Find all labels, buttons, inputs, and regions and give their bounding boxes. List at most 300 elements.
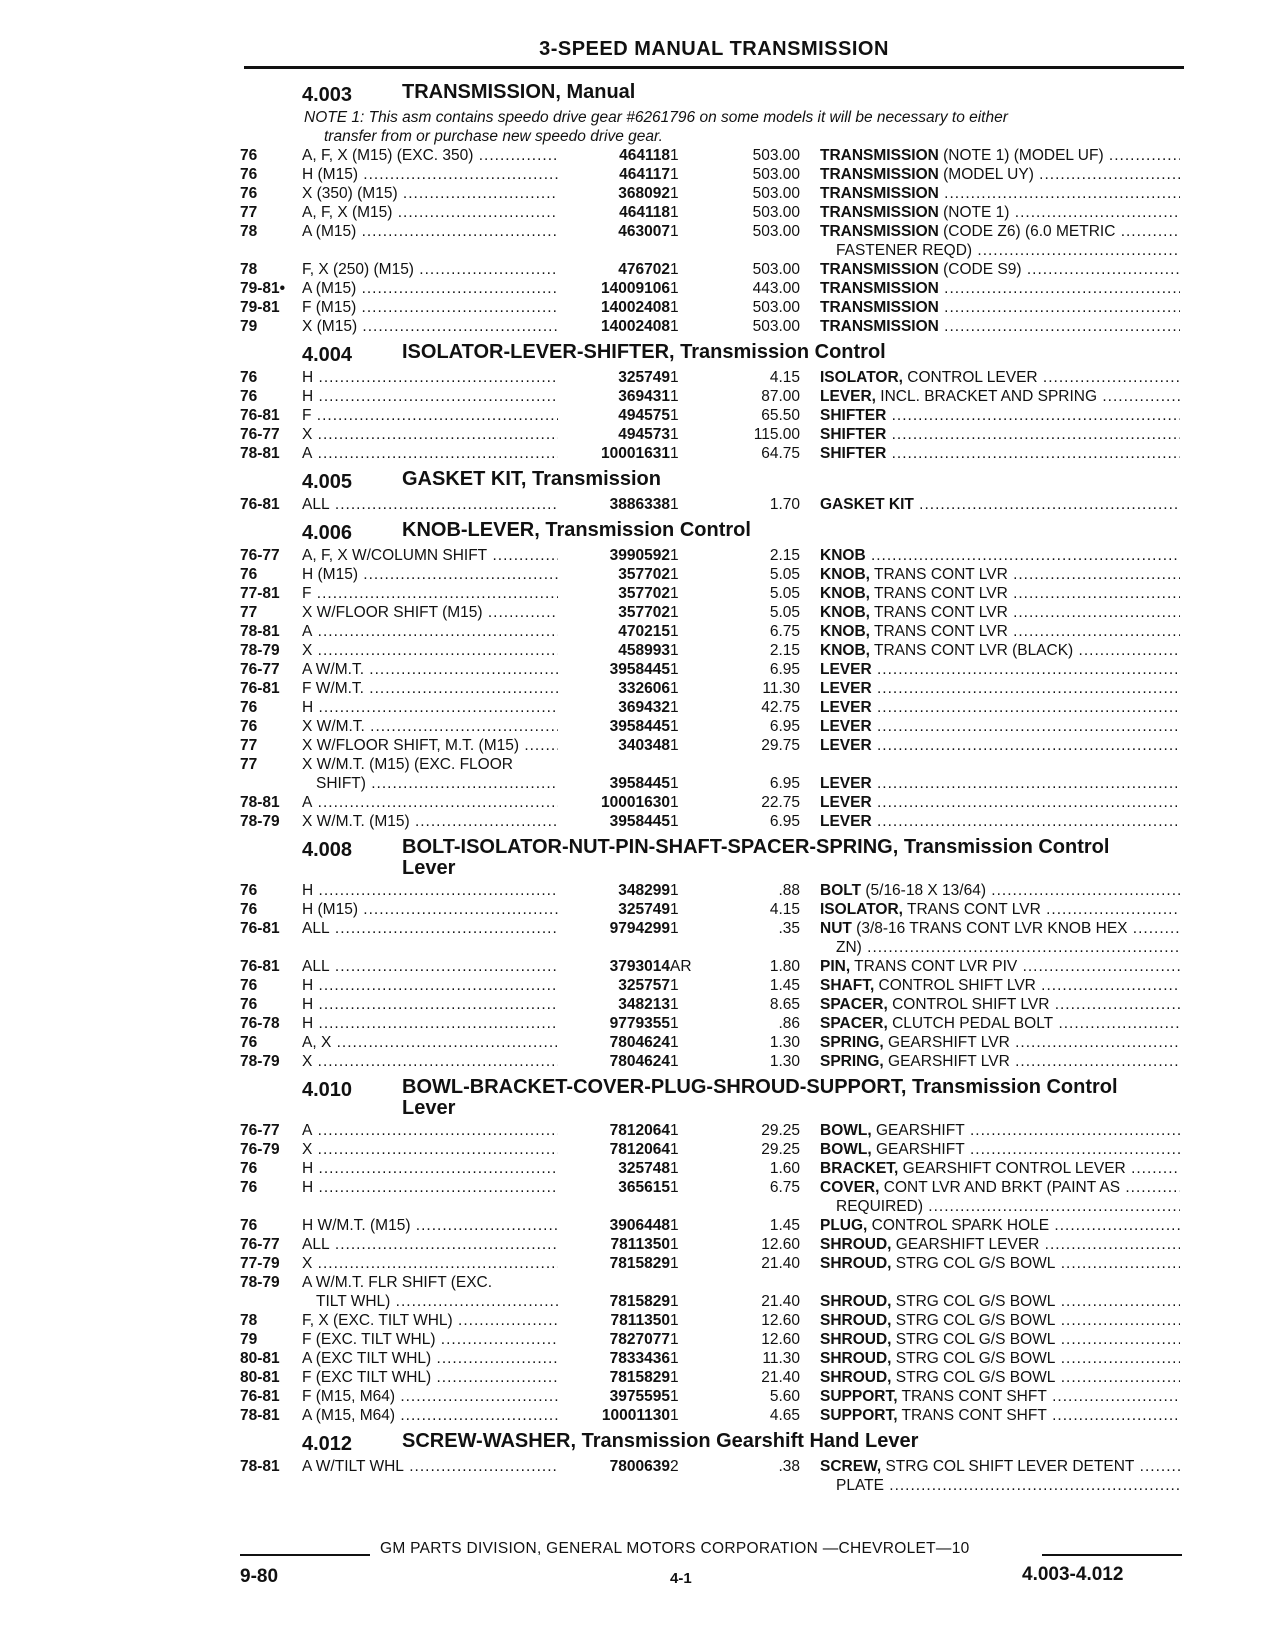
row-description <box>820 660 1180 679</box>
section-heading <box>240 835 1190 881</box>
row-year: 76-79 <box>240 1141 280 1158</box>
table-row <box>240 444 1190 463</box>
row-part-number: 3958445 <box>558 717 670 736</box>
row-application: A W/TILT WHL ..... <box>302 1457 570 1476</box>
row-quantity: 1 <box>670 1293 679 1310</box>
row-quantity: 1 <box>670 1312 679 1329</box>
table-row <box>240 1311 1190 1330</box>
row-price: 29.25 <box>761 1122 800 1139</box>
section-heading <box>240 1429 1190 1457</box>
row-price: 1.60 <box>769 1160 800 1177</box>
section-title: KNOB-LEVER, Transmission Control <box>402 519 751 541</box>
row-application: ALL ..... <box>302 495 570 514</box>
row-description <box>820 995 1180 1014</box>
row-quantity: 1 <box>670 566 679 583</box>
table-row <box>240 1330 1190 1349</box>
row-price: 6.75 <box>769 623 800 640</box>
row-description <box>820 425 1180 444</box>
table-row <box>240 1406 1190 1425</box>
row-price: 1.45 <box>769 1217 800 1234</box>
footer-page-number: 4-1 <box>670 1570 692 1587</box>
row-description <box>820 387 1180 406</box>
row-year: 78-79 <box>240 1053 280 1070</box>
row-application: A ..... <box>302 793 570 812</box>
section-heading <box>240 340 1190 368</box>
table-row <box>240 679 1190 698</box>
row-quantity: 1 <box>670 388 679 405</box>
row-price: 11.30 <box>762 1350 800 1367</box>
row-year: 78 <box>240 261 258 278</box>
row-description-detail: GEARSHIFT LVR <box>883 1034 1010 1051</box>
row-description-name: BOLT <box>820 882 862 899</box>
row-description-name: KNOB, <box>820 642 870 659</box>
row-description-name: TRANSMISSION <box>820 166 939 183</box>
row-part-number: 494575 <box>558 406 670 425</box>
row-price: 4.65 <box>769 1407 800 1424</box>
row-part-number: 7833436 <box>558 1349 670 1368</box>
table-row <box>240 1140 1190 1159</box>
row-application: H ..... <box>302 1178 570 1197</box>
row-price: 64.75 <box>761 445 800 462</box>
row-part-number: 470215 <box>558 622 670 641</box>
section-number: 4.006 <box>302 522 353 544</box>
row-price: 443.00 <box>752 280 800 297</box>
row-part-number: 7804624 <box>558 1033 670 1052</box>
row-description-name: KNOB, <box>820 604 870 621</box>
row-description-detail: GEARSHIFT <box>871 1122 965 1139</box>
row-description <box>820 584 1180 603</box>
row-description-name: PLUG, <box>820 1217 868 1234</box>
row-description-name: SHROUD, <box>820 1369 892 1386</box>
row-description-continued: PLATE ..... <box>836 1476 1180 1495</box>
section-title: GASKET KIT, Transmission <box>402 468 661 490</box>
section-heading <box>240 80 1190 108</box>
row-year: 78 <box>240 223 258 240</box>
row-application: X W/M.T. ..... <box>302 717 570 736</box>
row-price: 503.00 <box>752 204 800 221</box>
row-price: 12.60 <box>761 1236 800 1253</box>
row-year: 76-77 <box>240 661 280 678</box>
row-description <box>820 919 1180 938</box>
row-part-number: 348213 <box>558 995 670 1014</box>
row-year: 76 <box>240 1217 258 1234</box>
table-row <box>240 1121 1190 1140</box>
row-part-number: 476702 <box>558 260 670 279</box>
row-quantity: 1 <box>670 1369 679 1386</box>
row-year: 76-81 <box>240 496 280 513</box>
table-row <box>240 900 1190 919</box>
row-price: 2.15 <box>769 547 800 564</box>
row-application: A, F, X (M15) (EXC. 350) ..... <box>302 146 570 165</box>
row-description-name: COVER, <box>820 1179 880 1196</box>
table-row <box>240 1457 1190 1476</box>
row-quantity: 1 <box>670 699 679 716</box>
row-description <box>820 1292 1180 1311</box>
page-header: 3-SPEED MANUAL TRANSMISSION <box>539 38 889 60</box>
row-part-number: 3906448 <box>558 1216 670 1235</box>
section-number: 4.003 <box>302 84 353 106</box>
row-year: 77 <box>240 756 258 773</box>
row-price: 1.30 <box>769 1053 800 1070</box>
row-description-detail: TRANS CONT LVR <box>902 901 1041 918</box>
table-row <box>240 317 1190 336</box>
row-part-number: 7811350 <box>558 1311 670 1330</box>
row-part-number: 357702 <box>558 584 670 603</box>
row-description-detail: (NOTE 1) <box>938 204 1010 221</box>
row-year: 76-81 <box>240 407 280 424</box>
row-year: 76 <box>240 369 258 386</box>
row-description-detail: (NOTE 1) (MODEL UF) <box>938 147 1104 164</box>
row-description-continued: ZN) ..... <box>836 938 1180 957</box>
row-continuation <box>240 241 1190 260</box>
note-line: NOTE 1: This asm contains speedo drive gear #6261796 on some models it will be necessary to either <box>304 109 1008 126</box>
row-application: H ..... <box>302 387 570 406</box>
row-description-detail: TRANS CONT LVR <box>869 566 1008 583</box>
row-application: TILT WHL) ..... <box>302 1292 570 1311</box>
row-application: X ..... <box>302 1140 570 1159</box>
row-description <box>820 298 1180 317</box>
row-year: 76 <box>240 185 258 202</box>
row-application: H ..... <box>302 1159 570 1178</box>
section-heading <box>240 1075 1190 1121</box>
row-description-continued: REQUIRED) ..... <box>836 1197 1180 1216</box>
row-description-detail: TRANS CONT LVR <box>869 623 1008 640</box>
row-year: 77 <box>240 737 258 754</box>
table-row <box>240 279 1190 298</box>
row-description <box>820 603 1180 622</box>
table-row <box>240 736 1190 755</box>
table-row <box>240 793 1190 812</box>
row-application: A, F, X W/COLUMN SHIFT ..... <box>302 546 570 565</box>
row-description-name: SHAFT, <box>820 977 875 994</box>
row-description <box>820 222 1180 241</box>
row-part-number: 3990592 <box>558 546 670 565</box>
row-year: 77-79 <box>240 1255 280 1272</box>
row-application: X ..... <box>302 1254 570 1273</box>
footer-date: 9-80 <box>240 1566 279 1587</box>
row-part-number: 325748 <box>558 1159 670 1178</box>
row-year: 77 <box>240 604 258 621</box>
row-description-detail: CLUTCH PEDAL BOLT <box>887 1015 1054 1032</box>
row-price: 65.50 <box>761 407 800 424</box>
row-quantity: 1 <box>670 185 679 202</box>
row-quantity: 1 <box>670 996 679 1013</box>
section-title: TRANSMISSION, Manual <box>402 81 636 103</box>
row-description <box>820 165 1180 184</box>
row-description <box>820 641 1180 660</box>
table-row <box>240 1216 1190 1235</box>
row-quantity: 1 <box>670 737 679 754</box>
table-row <box>240 995 1190 1014</box>
row-quantity: 1 <box>670 1350 679 1367</box>
row-application: F (M15, M64) ..... <box>302 1387 570 1406</box>
row-price: 22.75 <box>761 794 800 811</box>
row-description-name: SCREW, <box>820 1458 882 1475</box>
row-application: H ..... <box>302 976 570 995</box>
note-line: transfer from or purchase new speedo drive gear. <box>324 128 663 145</box>
row-description <box>820 495 1180 514</box>
row-description-detail: CONTROL LEVER <box>902 369 1038 386</box>
row-part-number: 3793014 <box>558 957 670 976</box>
row-quantity: 1 <box>670 1331 679 1348</box>
row-description-detail: STRG COL G/S BOWL <box>891 1350 1056 1367</box>
row-part-number: 369432 <box>558 698 670 717</box>
row-price: 5.05 <box>769 585 800 602</box>
row-year: 79-81• <box>240 280 286 297</box>
row-description <box>820 717 1180 736</box>
row-description-name: SPACER, <box>820 996 888 1013</box>
row-description-name: LEVER <box>820 813 872 830</box>
row-part-number: 7800639 <box>558 1457 670 1476</box>
row-description <box>820 881 1180 900</box>
row-year: 76 <box>240 901 258 918</box>
row-description-detail: STRG COL SHIFT LEVER DETENT <box>881 1458 1135 1475</box>
row-description <box>820 1014 1180 1033</box>
row-application: A (M15) ..... <box>302 279 570 298</box>
row-quantity: 1 <box>670 1179 679 1196</box>
row-part-number: 14009106 <box>558 279 670 298</box>
row-price: 6.95 <box>769 813 800 830</box>
row-quantity: 1 <box>670 1053 679 1070</box>
row-description <box>820 1235 1180 1254</box>
row-year: 78-79 <box>240 813 280 830</box>
row-price: 21.40 <box>761 1255 800 1272</box>
row-continuation <box>240 1476 1190 1495</box>
row-quantity: 1 <box>670 920 679 937</box>
row-quantity: 1 <box>670 223 679 240</box>
row-part-number: 7812064 <box>558 1140 670 1159</box>
row-application: H (M15) ..... <box>302 900 570 919</box>
row-year: 80-81 <box>240 1369 280 1386</box>
table-row <box>240 881 1190 900</box>
row-application: H (M15) ..... <box>302 565 570 584</box>
row-part-number: 357702 <box>558 603 670 622</box>
row-quantity: 1 <box>670 1388 679 1405</box>
row-year: 76-77 <box>240 1236 280 1253</box>
row-description <box>820 260 1180 279</box>
row-description-name: TRANSMISSION <box>820 223 939 240</box>
row-quantity: 1 <box>670 147 679 164</box>
row-price: 5.60 <box>769 1388 800 1405</box>
row-description-name: LEVER <box>820 680 872 697</box>
row-description-continued: FASTENER REQD) ..... <box>836 241 1180 260</box>
row-description <box>820 900 1180 919</box>
row-description-detail: STRG COL G/S BOWL <box>891 1312 1056 1329</box>
row-description-name: NUT <box>820 920 852 937</box>
row-part-number: 10001630 <box>558 793 670 812</box>
row-price: 29.75 <box>761 737 800 754</box>
row-quantity: 1 <box>670 1255 679 1272</box>
row-application: F W/M.T. ..... <box>302 679 570 698</box>
section-title: BOLT-ISOLATOR-NUT-PIN-SHAFT-SPACER-SPRING, Transmission Control Lever <box>402 836 1110 879</box>
row-application: A ..... <box>302 444 570 463</box>
row-quantity: 1 <box>670 813 679 830</box>
row-part-number: 3886338 <box>558 495 670 514</box>
footer-rule-left <box>240 1554 370 1556</box>
row-application: F (EXC. TILT WHL) ..... <box>302 1330 570 1349</box>
row-description-detail: CONTROL SHIFT LVR <box>874 977 1036 994</box>
row-price: 1.70 <box>769 496 800 513</box>
row-part-number: 332606 <box>558 679 670 698</box>
row-part-number: 9794299 <box>558 919 670 938</box>
table-row <box>240 660 1190 679</box>
row-description-detail: INCL. BRACKET AND SPRING <box>875 388 1098 405</box>
row-description-detail: CONTROL SPARK HOLE <box>867 1217 1050 1234</box>
row-price: 4.15 <box>769 369 800 386</box>
row-application: X W/FLOOR SHIFT, M.T. (M15) ..... <box>302 736 570 755</box>
row-price: .38 <box>778 1458 800 1475</box>
table-row <box>240 1368 1190 1387</box>
table-row <box>240 184 1190 203</box>
row-description-name: LEVER <box>820 737 872 754</box>
row-application: H ..... <box>302 1014 570 1033</box>
row-description-name: TRANSMISSION <box>820 147 939 164</box>
row-application: H ..... <box>302 881 570 900</box>
row-application: F (M15) ..... <box>302 298 570 317</box>
row-price: 115.00 <box>753 426 800 443</box>
row-description-detail: TRANS CONT LVR (BLACK) <box>869 642 1074 659</box>
table-row <box>240 425 1190 444</box>
row-price: .86 <box>778 1015 800 1032</box>
row-description <box>820 1140 1180 1159</box>
row-description <box>820 184 1180 203</box>
row-application: X W/M.T. (M15) ..... <box>302 812 570 831</box>
row-description-name: SUPPORT, <box>820 1407 898 1424</box>
row-description <box>820 957 1180 976</box>
row-part-number: 458993 <box>558 641 670 660</box>
row-year: 76 <box>240 996 258 1013</box>
row-description <box>820 698 1180 717</box>
row-quantity: 1 <box>670 426 679 443</box>
row-application: X ..... <box>302 641 570 660</box>
row-description-detail: TRANS CONT SHFT <box>897 1388 1047 1405</box>
row-description <box>820 444 1180 463</box>
table-row <box>240 368 1190 387</box>
row-quantity: 1 <box>670 299 679 316</box>
row-quantity: 1 <box>670 680 679 697</box>
row-application: A W/M.T. FLR SHIFT (EXC. <box>302 1274 493 1291</box>
row-quantity: 1 <box>670 1141 679 1158</box>
row-year: 76-77 <box>240 1122 280 1139</box>
row-quantity: 1 <box>670 775 679 792</box>
row-year: 79 <box>240 318 258 335</box>
row-description-detail: (5/16-18 X 13/64) <box>861 882 986 899</box>
row-price: 503.00 <box>752 299 800 316</box>
row-continuation <box>240 1197 1190 1216</box>
row-description-detail: GEARSHIFT <box>871 1141 965 1158</box>
table-row <box>240 406 1190 425</box>
row-description-name: LEVER <box>820 775 872 792</box>
row-quantity: 1 <box>670 604 679 621</box>
row-price: 503.00 <box>752 318 800 335</box>
row-year: 76 <box>240 1034 258 1051</box>
row-description-detail: TRANS CONT LVR <box>869 585 1008 602</box>
row-application: A (M15) ..... <box>302 222 570 241</box>
row-description-detail: CONTROL SHIFT LVR <box>887 996 1050 1013</box>
row-description-detail: CONT LVR AND BRKT (PAINT AS <box>879 1179 1121 1196</box>
row-description <box>820 546 1180 565</box>
table-row <box>240 622 1190 641</box>
row-price: 503.00 <box>752 261 800 278</box>
row-description <box>820 793 1180 812</box>
row-description-detail: STRG COL G/S BOWL <box>891 1331 1056 1348</box>
row-application: X ..... <box>302 1052 570 1071</box>
row-description <box>820 203 1180 222</box>
row-part-number: 325749 <box>558 368 670 387</box>
row-description-name: KNOB, <box>820 585 870 602</box>
row-part-number: 348299 <box>558 881 670 900</box>
row-description-name: TRANSMISSION <box>820 261 939 278</box>
row-application: X (M15) ..... <box>302 317 570 336</box>
row-price: 5.05 <box>769 566 800 583</box>
row-application: F, X (250) (M15) ..... <box>302 260 570 279</box>
row-description-name: KNOB <box>820 547 866 564</box>
row-application: A ..... <box>302 1121 570 1140</box>
row-year: 78-81 <box>240 1458 280 1475</box>
table-row <box>240 641 1190 660</box>
row-description-name: LEVER <box>820 661 872 678</box>
row-description-detail: (3/8-16 TRANS CONT LVR KNOB HEX <box>851 920 1128 937</box>
row-description-detail: TRANS CONT LVR <box>869 604 1008 621</box>
row-year: 76-81 <box>240 680 280 697</box>
row-description-detail: TRANS CONT SHFT <box>897 1407 1047 1424</box>
row-description <box>820 1033 1180 1052</box>
row-description-name: LEVER <box>820 699 872 716</box>
section-number: 4.008 <box>302 839 353 861</box>
table-row <box>240 755 1190 774</box>
row-year: 76 <box>240 882 258 899</box>
row-description <box>820 1159 1180 1178</box>
row-part-number: 10001631 <box>558 444 670 463</box>
row-description <box>820 146 1180 165</box>
row-application: ALL ..... <box>302 1235 570 1254</box>
row-year: 76 <box>240 1160 258 1177</box>
row-description-detail: GEARSHIFT CONTROL LEVER <box>898 1160 1126 1177</box>
row-price: 12.60 <box>761 1331 800 1348</box>
table-row <box>240 1254 1190 1273</box>
row-application: H (M15) ..... <box>302 165 570 184</box>
row-quantity: 1 <box>670 280 679 297</box>
row-year: 77-81 <box>240 585 280 602</box>
row-description-name: SHROUD, <box>820 1350 892 1367</box>
table-row <box>240 546 1190 565</box>
row-price: 2.15 <box>769 642 800 659</box>
row-year: 80-81 <box>240 1350 280 1367</box>
row-quantity: 1 <box>670 642 679 659</box>
row-application: H ..... <box>302 995 570 1014</box>
row-description <box>820 1330 1180 1349</box>
row-description-name: SPACER, <box>820 1015 888 1032</box>
row-application: A ..... <box>302 622 570 641</box>
row-quantity: 1 <box>670 1407 679 1424</box>
row-description-name: SHROUD, <box>820 1312 892 1329</box>
table-row <box>240 717 1190 736</box>
row-application: F, X (EXC. TILT WHL) ..... <box>302 1311 570 1330</box>
table-row <box>240 603 1190 622</box>
section-heading <box>240 467 1190 495</box>
row-part-number: 7815829 <box>558 1254 670 1273</box>
row-part-number: 7815829 <box>558 1368 670 1387</box>
row-year: 76 <box>240 1179 258 1196</box>
row-description <box>820 368 1180 387</box>
row-description <box>820 976 1180 995</box>
row-application: X ..... <box>302 425 570 444</box>
row-quantity: 2 <box>670 1458 679 1475</box>
row-description-name: LEVER <box>820 718 872 735</box>
row-quantity: 1 <box>670 1015 679 1032</box>
row-description <box>820 1457 1180 1476</box>
row-description-name: BOWL, <box>820 1122 872 1139</box>
